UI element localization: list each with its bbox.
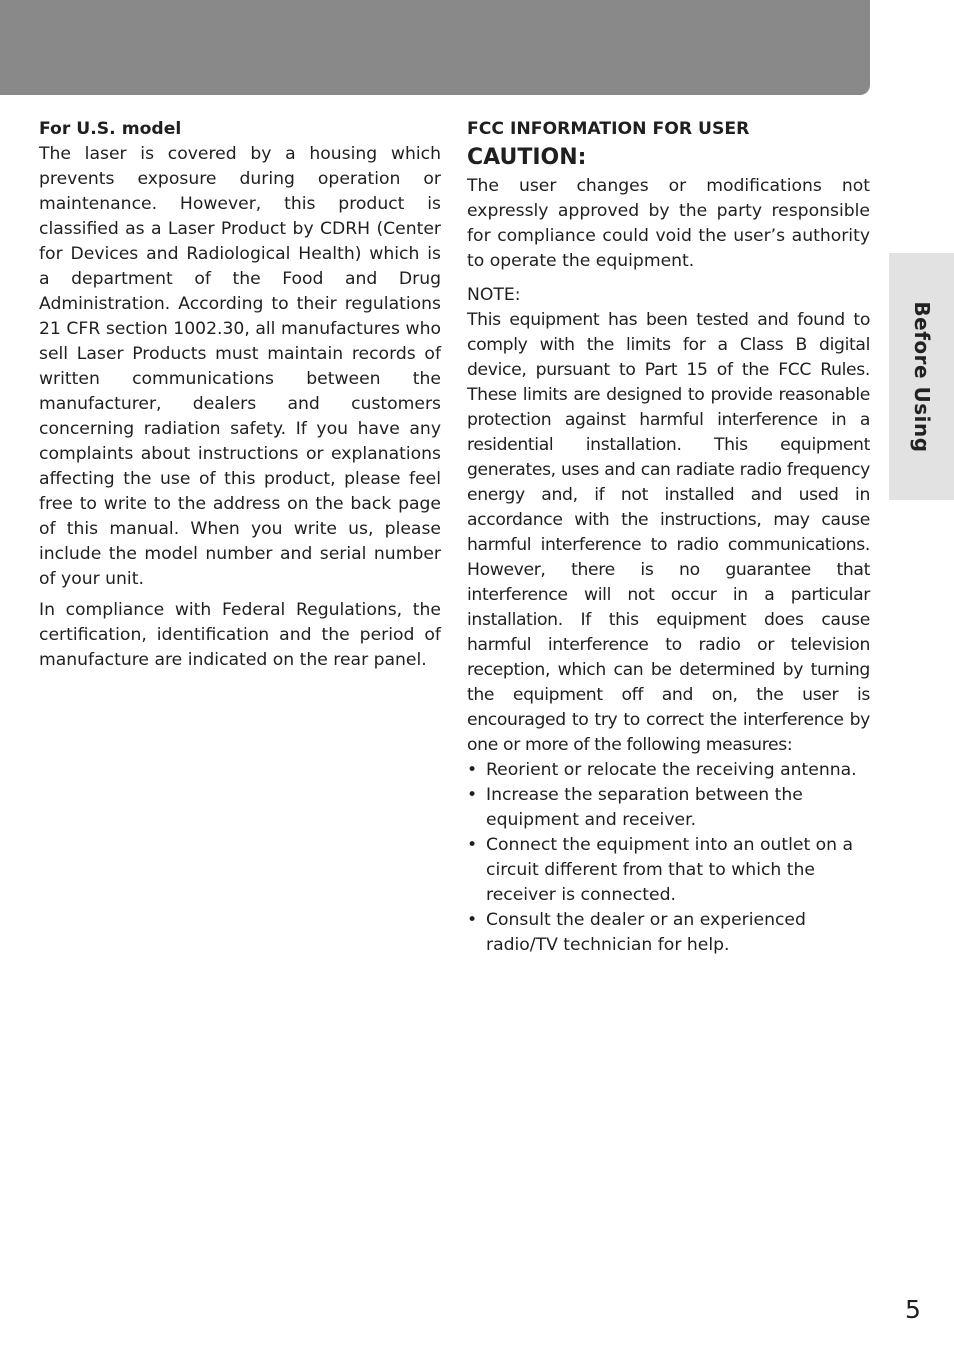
list-item-text: Consult the dealer or an experienced radio/TV technician for help. <box>486 910 806 955</box>
list-item <box>467 908 870 958</box>
section-side-tab <box>889 253 954 500</box>
caution-title: CAUTION: <box>467 145 587 170</box>
note-paragraph: This equipment has been tested and found to comply with the limits for a Class B digital device, pursuant to Part 15 of the FCC Rules. These limits are designed to provide reasonable protection against harmful interference in a residential installation. This equipment generates, uses and can radiate radio frequency energy and, if not installed and used in accordance with the instructions, may cause harmful interference to radio communications. However, there is no guarantee that interference will not occur in a particular installation. If this equipment does cause harmful interference to radio or television reception, which can be determined by turning the equipment off and on, the user is encouraged to try to correct the interference by one or more of the following measures: <box>467 310 870 755</box>
bullet-icon: • <box>467 835 478 855</box>
list-item-text: Increase the separation between the equipment and receiver. <box>486 785 803 830</box>
page-number: 5 <box>905 1295 921 1324</box>
list-item <box>467 783 870 833</box>
left-column <box>39 117 441 673</box>
header-bar <box>0 0 870 95</box>
side-tab-label: Before Using <box>909 300 934 453</box>
list-item-text: Connect the equipment into an outlet on a circuit different from that to which the receiver is connected. <box>486 835 854 905</box>
list-item-text: Reorient or relocate the receiving antenna. <box>486 760 857 780</box>
note-label: NOTE: <box>467 285 521 305</box>
right-column <box>467 117 870 958</box>
bullet-icon: • <box>467 785 478 805</box>
laser-paragraph: The laser is covered by a housing which prevents exposure during operation or maintenance. However, this product is classified as a Laser Product by CDRH (Center for Devices and Radiological Health) which is a department of the Food and Drug Administration. According to their regulations 21 CFR section 1002.30, all manufactures who sell Laser Products must maintain records of written communications between the manufacturer, dealers and customers concerning radiation safety. If you have any complaints about instructions or explanations affecting the use of this product, please feel free to write to the address on the back page of this manual. When you write us, please include the model number and serial number of your unit. <box>39 144 441 589</box>
list-item <box>467 833 870 908</box>
bullet-icon: • <box>467 760 478 780</box>
us-model-heading: For U.S. model <box>39 119 182 139</box>
bullet-icon: • <box>467 910 478 930</box>
compliance-paragraph: In compliance with Federal Regulations, the certification, identification and the period of manufacture are indicated on the rear panel. <box>39 600 441 670</box>
caution-paragraph: The user changes or modifications not expressly approved by the party responsible for compliance could void the user’s authority to operate the equipment. <box>467 176 870 271</box>
measures-list <box>467 758 870 958</box>
fcc-heading: FCC INFORMATION FOR USER <box>467 119 750 139</box>
list-item <box>467 758 870 783</box>
